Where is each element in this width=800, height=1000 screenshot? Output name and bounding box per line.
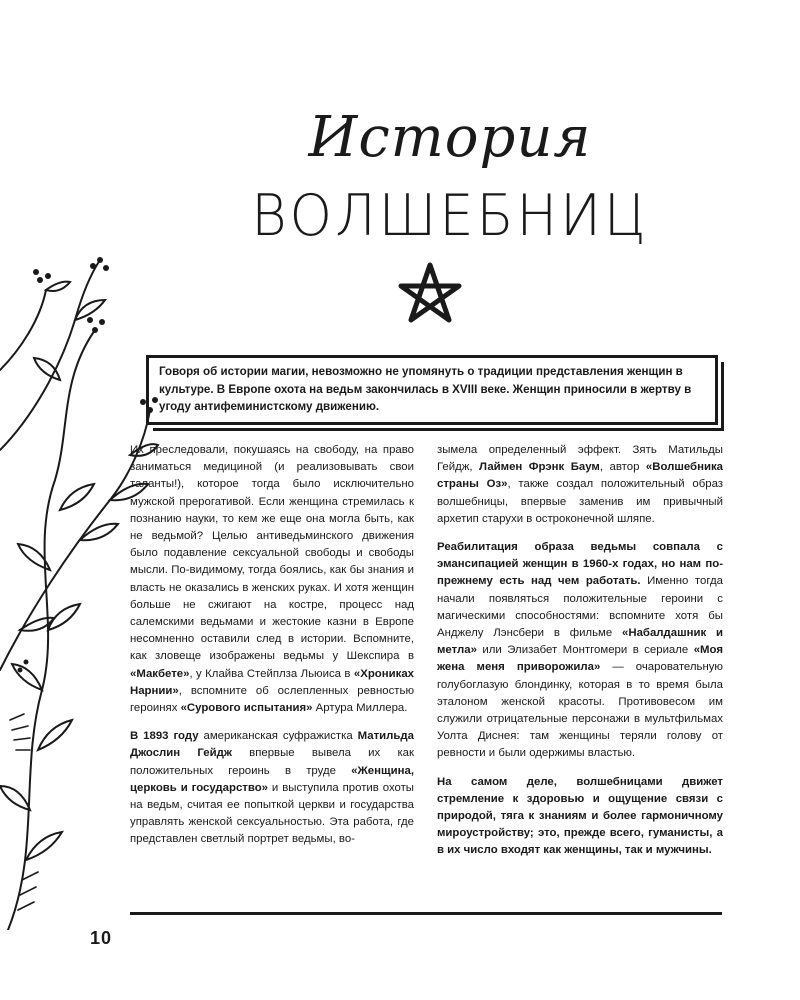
right-column bbox=[437, 442, 723, 871]
bold-run: На самом деле, волшебницами движет стремление к здоровью и ощущение связи с природой, тяга к знаниям и более гармоничному мироустройству; это, прежде всего, гуманисты, а в их число входят как женщины, так и мужчины. bbox=[437, 775, 723, 857]
bold-run: В 1893 году bbox=[130, 730, 199, 743]
text-run: , автор bbox=[599, 461, 646, 474]
text-run: и выступила против охоты на ведьм, считая ее попыткой церкви и государства управлять женской сексуальностью. Эта работа, где представлен светлый портрет ведьмы, во- bbox=[130, 781, 414, 846]
text-run: Именно тогда начали появляться положительные героини с магическими способностями: вспомните хотя бы Анджелу Лэнсбери в фильме bbox=[437, 575, 723, 640]
footer-rule bbox=[130, 912, 722, 915]
bold-run: «Хрониках Нарнии» bbox=[130, 667, 414, 697]
text-run: , вспомните об ослепленных ревностью героинях bbox=[130, 684, 414, 715]
text-run: Артура Миллера. bbox=[312, 702, 408, 715]
fern-icon bbox=[10, 714, 38, 910]
intro-text: Говоря об истории магии, невозможно не упомянуть о традиции представления женщин в культуре. В Европе охота на ведьм закончилась в XVIII веке. Женщин приносили в жертву в угоду антифеминистскому движению. bbox=[159, 365, 692, 413]
paragraph bbox=[130, 728, 414, 848]
left-column bbox=[130, 442, 414, 860]
text-run: впервые вывела их как положительных героинь в труде bbox=[130, 747, 414, 777]
page-number: 10 bbox=[90, 928, 113, 948]
text-run: или Элизабет Монтгомери в сериале bbox=[476, 644, 694, 657]
bold-run: Реабилитация образа ведьмы совпала с эмансипацией женщин в 1960-х годах, но нам по-прежнему есть над чем работать. bbox=[437, 541, 723, 588]
bold-run: Матильда Джослин Гейдж bbox=[130, 730, 414, 760]
bold-run: «Моя жена меня приворожила» bbox=[437, 644, 723, 674]
title-main: ВОЛШЕБНИЦ bbox=[251, 182, 649, 249]
text-run: зымела определенный эффект. Зять Матильды Гейдж, bbox=[437, 444, 723, 474]
bold-run: «Набалдашник и метла» bbox=[437, 627, 723, 657]
text-run: , также создал положительный образ волшебницы, впервые заменив им привычный архетип старухи в остроконечной шляпе. bbox=[437, 478, 723, 525]
title-script: История bbox=[308, 105, 592, 170]
text-run: Их преследовали, покушаясь на свободу, на право заниматься медициной (и реализовывать свои таланты!), которое тогда было исключительно мужской прерогативой. Если женщина стремилась к познанию науки, то кем же еще она могла быть, как не ведьмой? Целью антиведьминского движения было подавление сексуальной свободы и свободы мысли. По-видимому, тогда боялись, как бы знания и власть не оказались в женских руках. И хотя женщин больше не сжигают на костре, процесс над салемскими ведьмами и жестокие казни в Европе несомненно оставили след в истории. Вспомните, как зловеще изображены ведьмы у Шекспира в bbox=[130, 444, 414, 663]
bold-run: «Сурового испытания» bbox=[180, 702, 313, 715]
text-run: американская суфражистка bbox=[198, 730, 358, 743]
text-run: — очаровательную голубоглазую блондинку, которая в то время была эталоном женской красоты. Противовесом им служили отрицательные персонажи в мультфильмах Уолта Диснея: там женщины теряли голову от ревности и были одержимы властью. bbox=[437, 661, 723, 760]
pentagram-icon bbox=[397, 262, 463, 324]
bold-run: Лаймен Фрэнк Баум bbox=[479, 461, 600, 474]
paragraph bbox=[437, 539, 723, 763]
bold-run: «Женщина, церковь и государство» bbox=[130, 764, 414, 794]
bold-run: «Волшебника страны Оз» bbox=[437, 461, 724, 491]
intro-callout bbox=[146, 355, 718, 425]
bold-run: «Макбете» bbox=[130, 667, 190, 680]
paragraph bbox=[437, 774, 723, 860]
paragraph bbox=[437, 442, 723, 528]
text-run: , у Клайва Стейплза Льюиса в bbox=[189, 667, 354, 680]
paragraph bbox=[130, 442, 414, 717]
